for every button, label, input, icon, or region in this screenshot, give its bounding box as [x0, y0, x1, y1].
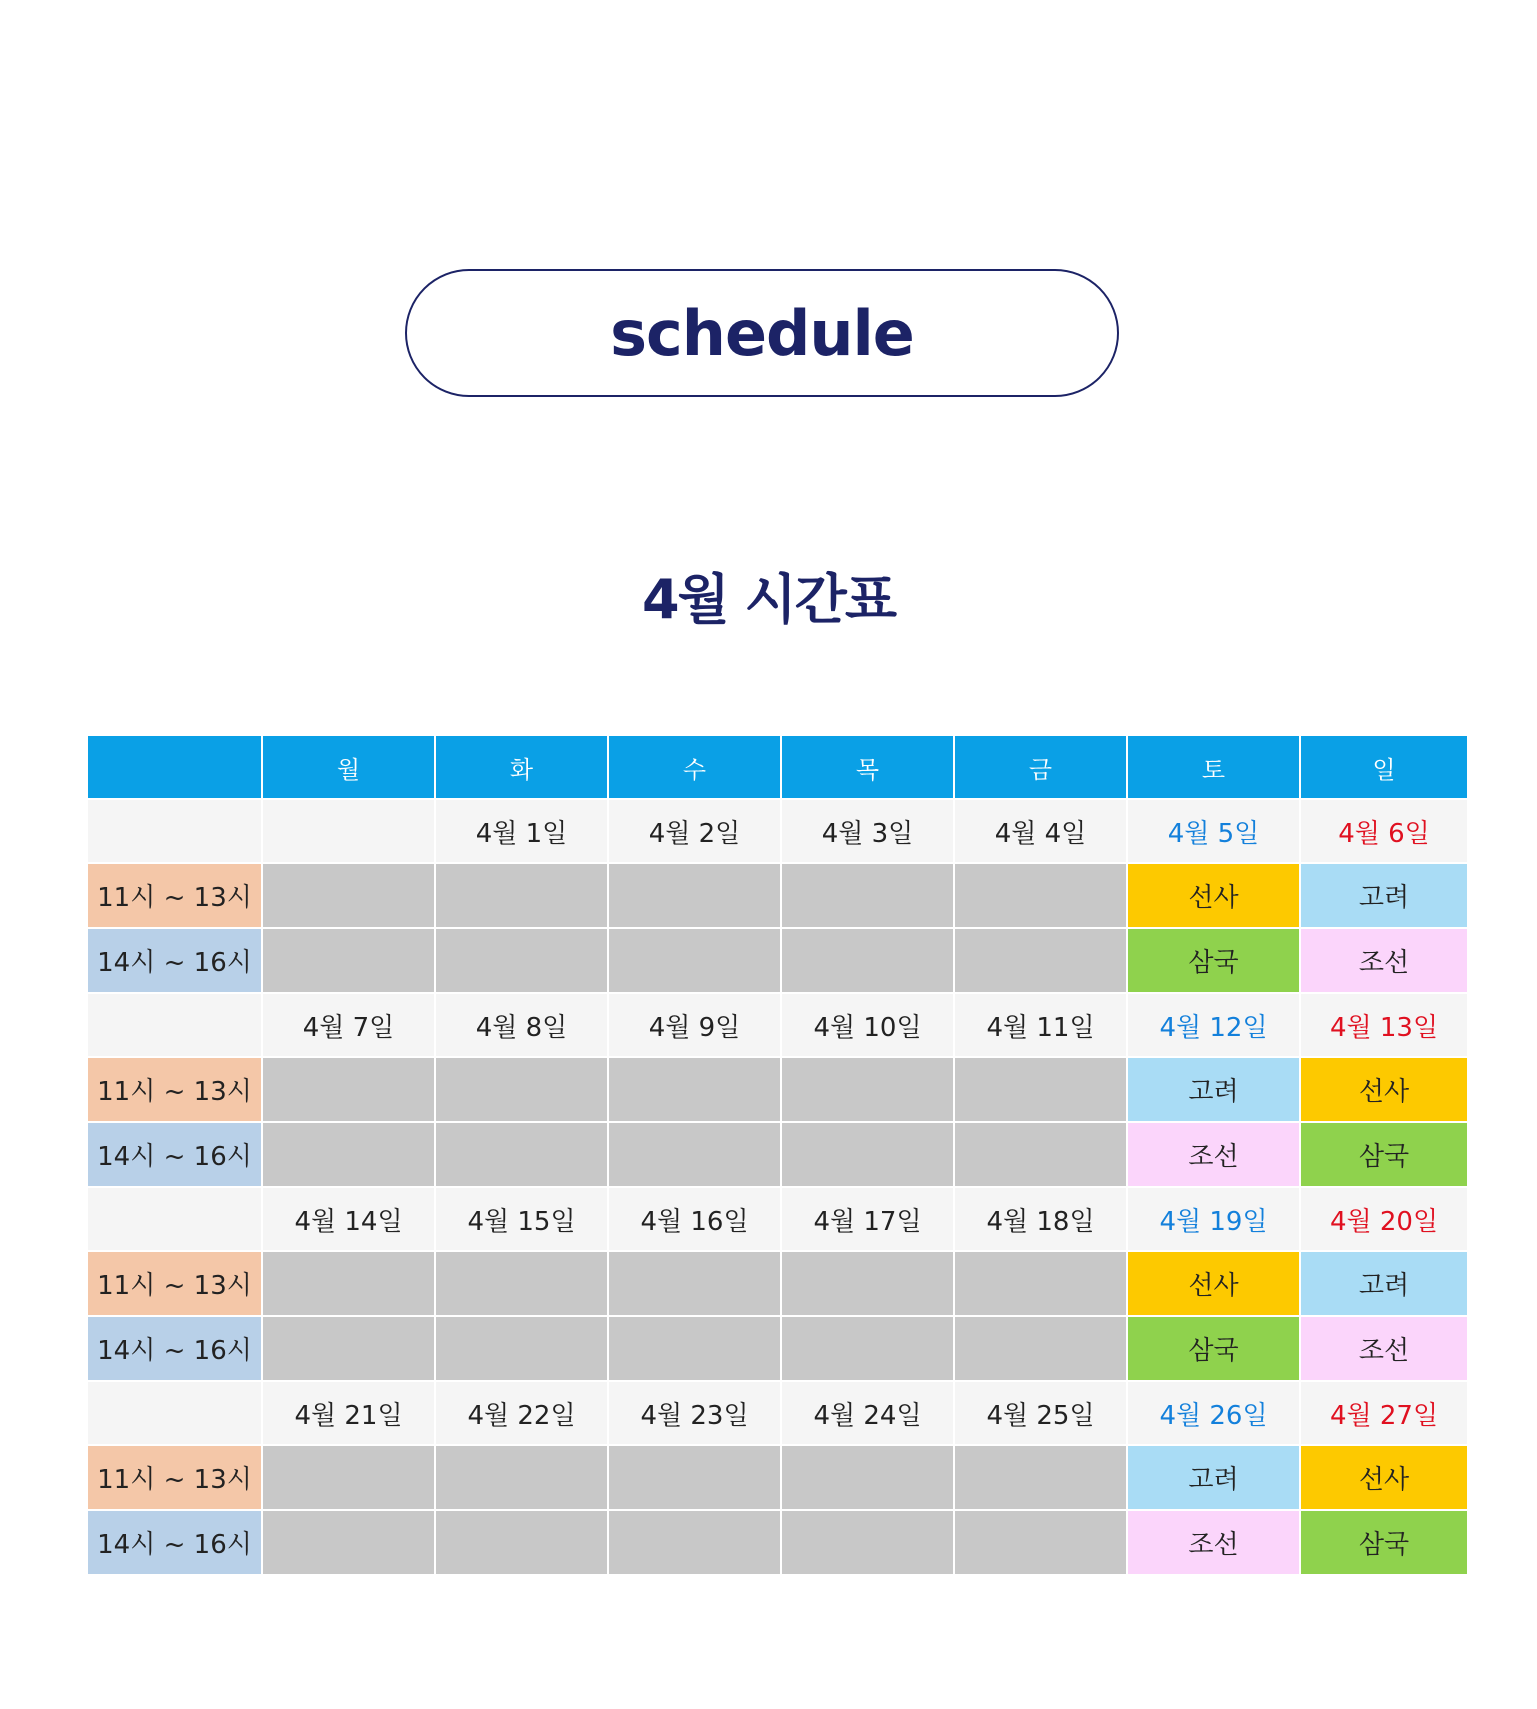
empty-slot-cell	[262, 863, 435, 928]
date-cell: 4월 1일	[435, 799, 608, 863]
schedule-title-pill	[405, 269, 1119, 397]
date-cell: 4월 12일	[1127, 993, 1300, 1057]
empty-slot-cell	[608, 863, 781, 928]
course-cell: 조선	[1300, 1316, 1468, 1381]
course-cell: 조선	[1127, 1510, 1300, 1575]
date-cell: 4월 3일	[781, 799, 954, 863]
date-cell: 4월 21일	[262, 1381, 435, 1445]
date-row	[87, 1381, 1468, 1445]
empty-slot-cell	[781, 1057, 954, 1122]
course-cell: 조선	[1300, 928, 1468, 993]
date-row	[87, 1187, 1468, 1251]
date-cell: 4월 23일	[608, 1381, 781, 1445]
time-slot-label: 14시 ~ 16시	[87, 1122, 262, 1187]
weekday-header-row	[87, 735, 1468, 799]
empty-slot-cell	[954, 863, 1127, 928]
course-cell: 고려	[1127, 1445, 1300, 1510]
date-cell: 4월 11일	[954, 993, 1127, 1057]
empty-slot-cell	[608, 1316, 781, 1381]
course-cell: 선사	[1127, 1251, 1300, 1316]
timetable	[86, 734, 1469, 1576]
time-slot-row	[87, 1316, 1468, 1381]
empty-slot-cell	[262, 1251, 435, 1316]
date-row-label-cell	[87, 1187, 262, 1251]
date-cell: 4월 26일	[1127, 1381, 1300, 1445]
empty-slot-cell	[954, 1445, 1127, 1510]
empty-slot-cell	[781, 1251, 954, 1316]
empty-slot-cell	[954, 1510, 1127, 1575]
empty-slot-cell	[262, 1316, 435, 1381]
course-cell: 선사	[1127, 863, 1300, 928]
empty-slot-cell	[954, 1122, 1127, 1187]
date-cell: 4월 10일	[781, 993, 954, 1057]
header-corner-cell	[87, 735, 262, 799]
empty-slot-cell	[435, 1122, 608, 1187]
course-cell: 선사	[1300, 1057, 1468, 1122]
empty-slot-cell	[435, 1445, 608, 1510]
empty-slot-cell	[954, 1316, 1127, 1381]
date-row-label-cell	[87, 799, 262, 863]
time-slot-row	[87, 928, 1468, 993]
date-cell: 4월 7일	[262, 993, 435, 1057]
date-row	[87, 799, 1468, 863]
empty-slot-cell	[435, 928, 608, 993]
date-row-label-cell	[87, 993, 262, 1057]
date-cell: 4월 19일	[1127, 1187, 1300, 1251]
empty-slot-cell	[608, 1122, 781, 1187]
time-slot-row	[87, 1251, 1468, 1316]
timetable-heading: 4월 시간표	[641, 568, 896, 631]
date-cell: 4월 27일	[1300, 1381, 1468, 1445]
empty-slot-cell	[262, 1057, 435, 1122]
empty-slot-cell	[435, 1057, 608, 1122]
date-cell: 4월 20일	[1300, 1187, 1468, 1251]
weekday-header: 수	[608, 735, 781, 799]
time-slot-label: 14시 ~ 16시	[87, 928, 262, 993]
empty-slot-cell	[435, 863, 608, 928]
time-slot-label: 14시 ~ 16시	[87, 1316, 262, 1381]
date-cell: 4월 2일	[608, 799, 781, 863]
time-slot-row	[87, 1510, 1468, 1575]
date-row-label-cell	[87, 1381, 262, 1445]
weekday-header: 화	[435, 735, 608, 799]
date-cell: 4월 15일	[435, 1187, 608, 1251]
time-slot-row	[87, 1122, 1468, 1187]
course-cell: 고려	[1300, 863, 1468, 928]
empty-slot-cell	[262, 1122, 435, 1187]
empty-slot-cell	[781, 1316, 954, 1381]
date-cell: 4월 17일	[781, 1187, 954, 1251]
time-slot-label: 11시 ~ 13시	[87, 863, 262, 928]
time-slot-row	[87, 1445, 1468, 1510]
empty-slot-cell	[262, 1510, 435, 1575]
empty-slot-cell	[781, 928, 954, 993]
course-cell: 삼국	[1300, 1122, 1468, 1187]
time-slot-label: 14시 ~ 16시	[87, 1510, 262, 1575]
date-cell: 4월 16일	[608, 1187, 781, 1251]
empty-slot-cell	[781, 863, 954, 928]
time-slot-label: 11시 ~ 13시	[87, 1251, 262, 1316]
course-cell: 선사	[1300, 1445, 1468, 1510]
weekday-header: 일	[1300, 735, 1468, 799]
date-cell	[262, 799, 435, 863]
course-cell: 조선	[1127, 1122, 1300, 1187]
empty-slot-cell	[435, 1251, 608, 1316]
empty-slot-cell	[608, 1251, 781, 1316]
empty-slot-cell	[608, 1057, 781, 1122]
date-cell: 4월 25일	[954, 1381, 1127, 1445]
empty-slot-cell	[781, 1445, 954, 1510]
empty-slot-cell	[781, 1510, 954, 1575]
course-cell: 삼국	[1127, 1316, 1300, 1381]
time-slot-row	[87, 1057, 1468, 1122]
course-cell: 삼국	[1300, 1510, 1468, 1575]
weekday-header: 목	[781, 735, 954, 799]
course-cell: 삼국	[1127, 928, 1300, 993]
empty-slot-cell	[608, 1510, 781, 1575]
empty-slot-cell	[262, 928, 435, 993]
time-slot-label: 11시 ~ 13시	[87, 1445, 262, 1510]
empty-slot-cell	[608, 928, 781, 993]
course-cell: 고려	[1127, 1057, 1300, 1122]
page-title: schedule	[610, 296, 914, 370]
date-cell: 4월 6일	[1300, 799, 1468, 863]
date-row	[87, 993, 1468, 1057]
time-slot-label: 11시 ~ 13시	[87, 1057, 262, 1122]
empty-slot-cell	[781, 1122, 954, 1187]
date-cell: 4월 8일	[435, 993, 608, 1057]
empty-slot-cell	[954, 1251, 1127, 1316]
date-cell: 4월 13일	[1300, 993, 1468, 1057]
date-cell: 4월 22일	[435, 1381, 608, 1445]
empty-slot-cell	[262, 1445, 435, 1510]
date-cell: 4월 18일	[954, 1187, 1127, 1251]
empty-slot-cell	[435, 1510, 608, 1575]
time-slot-row	[87, 863, 1468, 928]
weekday-header: 금	[954, 735, 1127, 799]
date-cell: 4월 9일	[608, 993, 781, 1057]
empty-slot-cell	[608, 1445, 781, 1510]
empty-slot-cell	[435, 1316, 608, 1381]
course-cell: 고려	[1300, 1251, 1468, 1316]
date-cell: 4월 5일	[1127, 799, 1300, 863]
date-cell: 4월 24일	[781, 1381, 954, 1445]
empty-slot-cell	[954, 928, 1127, 993]
weekday-header: 토	[1127, 735, 1300, 799]
date-cell: 4월 4일	[954, 799, 1127, 863]
empty-slot-cell	[954, 1057, 1127, 1122]
date-cell: 4월 14일	[262, 1187, 435, 1251]
weekday-header: 월	[262, 735, 435, 799]
